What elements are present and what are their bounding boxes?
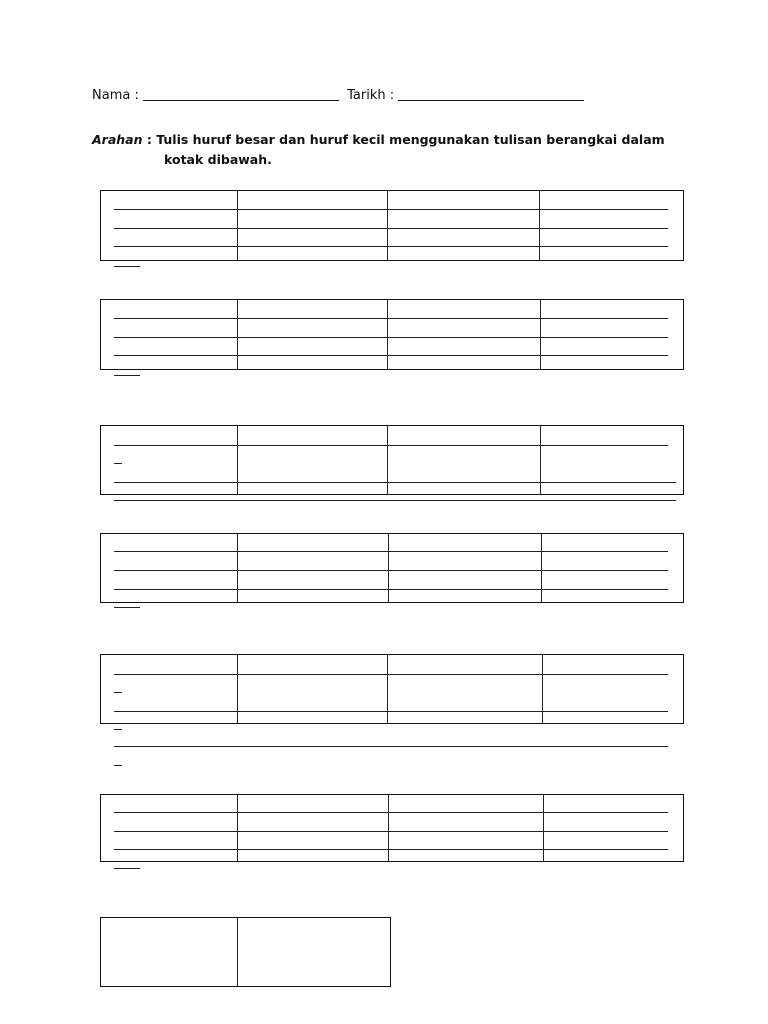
instruction-separator: : (146, 132, 152, 147)
writing-line-stub (114, 765, 122, 766)
column-divider (387, 299, 388, 370)
name-field[interactable] (143, 88, 339, 101)
writing-line (114, 355, 668, 356)
writing-line-stub (114, 868, 140, 869)
writing-box[interactable] (100, 654, 684, 724)
column-divider (237, 917, 238, 987)
writing-line (114, 570, 668, 571)
column-divider (542, 654, 543, 724)
writing-line (114, 674, 668, 675)
writing-box[interactable] (100, 299, 684, 370)
writing-line-stub (114, 692, 122, 693)
writing-line-stub (114, 607, 140, 608)
writing-line-stub (114, 729, 122, 730)
writing-line (114, 589, 668, 590)
column-divider (387, 190, 388, 261)
writing-line-stub (114, 375, 140, 376)
column-divider (540, 425, 541, 495)
writing-line (114, 831, 668, 832)
column-divider (543, 794, 544, 862)
writing-line (114, 337, 668, 338)
writing-line-stub (114, 266, 140, 267)
writing-line (114, 746, 668, 747)
column-divider (388, 794, 389, 862)
column-divider (387, 425, 388, 495)
writing-box[interactable] (100, 533, 684, 603)
writing-box[interactable] (100, 917, 391, 987)
writing-box[interactable] (100, 794, 684, 862)
instruction (92, 130, 665, 170)
writing-line (114, 246, 668, 247)
instruction-line-2: kotak dibawah. (164, 152, 272, 167)
column-divider (237, 654, 238, 724)
writing-box[interactable] (100, 425, 684, 495)
writing-line (114, 812, 668, 813)
column-divider (237, 533, 238, 603)
date-field[interactable] (398, 88, 584, 101)
column-divider (540, 299, 541, 370)
writing-line (114, 500, 676, 501)
writing-line (114, 318, 668, 319)
column-divider (237, 794, 238, 862)
writing-line (114, 849, 668, 850)
writing-box[interactable] (100, 190, 684, 261)
header-fields (92, 88, 584, 103)
column-divider (237, 425, 238, 495)
writing-line (114, 228, 668, 229)
column-divider (237, 190, 238, 261)
column-divider (539, 190, 540, 261)
writing-line (114, 551, 668, 552)
writing-line-stub (114, 463, 122, 464)
column-divider (388, 533, 389, 603)
column-divider (541, 533, 542, 603)
column-divider (237, 299, 238, 370)
writing-line (114, 445, 668, 446)
name-label: Nama : (92, 88, 139, 103)
writing-line (114, 209, 668, 210)
instruction-label: Arahan (92, 132, 143, 147)
column-divider (387, 654, 388, 724)
date-label: Tarikh : (347, 88, 395, 103)
instruction-line-1: Tulis huruf besar dan huruf kecil menggunakan tulisan berangkai dalam (156, 132, 665, 147)
writing-line (114, 482, 676, 483)
writing-line (114, 711, 668, 712)
